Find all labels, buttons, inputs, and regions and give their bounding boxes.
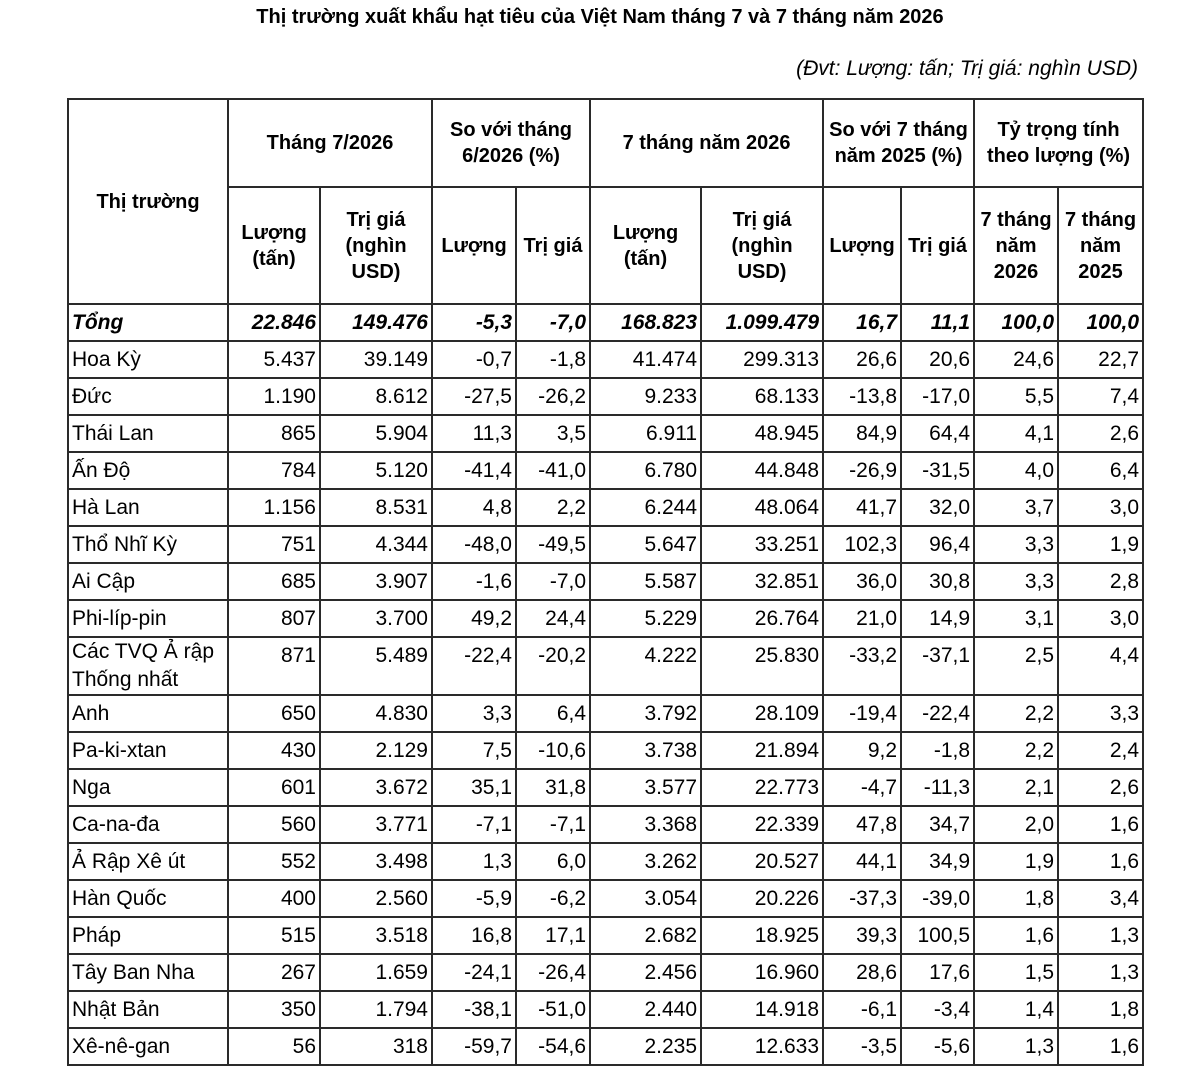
cell-prev-month-value: 3,5 bbox=[516, 415, 590, 452]
cell-prev-year-qty: -6,1 bbox=[823, 991, 901, 1028]
cell-prev-year-qty: -19,4 bbox=[823, 695, 901, 732]
cell-market: Ấn Độ bbox=[68, 452, 228, 489]
cell-market: Nga bbox=[68, 769, 228, 806]
cell-prev-year-value: 20,6 bbox=[901, 341, 974, 378]
cell-share-2025: 2,4 bbox=[1058, 732, 1143, 769]
cell-share-2026: 3,1 bbox=[974, 600, 1058, 637]
cell-ytd-qty: 2.456 bbox=[590, 954, 701, 991]
cell-prev-year-qty: -13,8 bbox=[823, 378, 901, 415]
cell-ytd-qty: 2.440 bbox=[590, 991, 701, 1028]
cell-share-2026: 4,1 bbox=[974, 415, 1058, 452]
cell-ytd-value: 22.339 bbox=[701, 806, 823, 843]
header-vs-prev-year: So với 7 tháng năm 2025 (%) bbox=[823, 99, 974, 187]
table-row bbox=[68, 917, 1143, 954]
table-row bbox=[68, 378, 1143, 415]
cell-prev-year-value: -1,8 bbox=[901, 732, 974, 769]
table-row bbox=[68, 489, 1143, 526]
cell-month-qty: 430 bbox=[228, 732, 320, 769]
cell-ytd-qty: 6.244 bbox=[590, 489, 701, 526]
cell-month-value: 3.700 bbox=[320, 600, 432, 637]
cell-prev-year-value: 17,6 bbox=[901, 954, 974, 991]
cell-prev-year-value: 34,7 bbox=[901, 806, 974, 843]
cell-month-qty: 350 bbox=[228, 991, 320, 1028]
cell-prev-month-value: 6,0 bbox=[516, 843, 590, 880]
cell-share-2026: 3,7 bbox=[974, 489, 1058, 526]
cell-month-value: 3.771 bbox=[320, 806, 432, 843]
cell-prev-year-value: -37,1 bbox=[901, 637, 974, 695]
cell-prev-month-value: 17,1 bbox=[516, 917, 590, 954]
cell-prev-year-value: 14,9 bbox=[901, 600, 974, 637]
cell-market: Ả Rập Xê út bbox=[68, 843, 228, 880]
cell-prev-month-value: -1,8 bbox=[516, 341, 590, 378]
cell-prev-year-qty: 41,7 bbox=[823, 489, 901, 526]
cell-ytd-qty: 41.474 bbox=[590, 341, 701, 378]
total-row bbox=[68, 304, 1143, 341]
cell-prev-year-value: -31,5 bbox=[901, 452, 974, 489]
cell-prev-year-qty: -33,2 bbox=[823, 637, 901, 695]
table-row bbox=[68, 732, 1143, 769]
cell-prev-year-qty: 102,3 bbox=[823, 526, 901, 563]
cell-month-value: 4.344 bbox=[320, 526, 432, 563]
cell-ytd-value: 18.925 bbox=[701, 917, 823, 954]
cell-prev-month-qty: 11,3 bbox=[432, 415, 516, 452]
cell-ytd-value: 25.830 bbox=[701, 637, 823, 695]
cell-prev-year-qty: -3,5 bbox=[823, 1028, 901, 1065]
header-ytd: 7 tháng năm 2026 bbox=[590, 99, 823, 187]
cell-prev-month-value: -26,4 bbox=[516, 954, 590, 991]
table-row bbox=[68, 954, 1143, 991]
cell-share-2026: 24,6 bbox=[974, 341, 1058, 378]
cell-month-value: 5.120 bbox=[320, 452, 432, 489]
cell-month-value: 1.794 bbox=[320, 991, 432, 1028]
cell-month-qty: 601 bbox=[228, 769, 320, 806]
subheader-ytd-qty: Lượng (tấn) bbox=[590, 187, 701, 304]
export-table bbox=[67, 98, 1144, 1066]
cell-ytd-value: 32.851 bbox=[701, 563, 823, 600]
cell-share-2026: 1,9 bbox=[974, 843, 1058, 880]
cell-prev-month-qty: 35,1 bbox=[432, 769, 516, 806]
cell-prev-year-qty: -4,7 bbox=[823, 769, 901, 806]
table-body bbox=[68, 304, 1143, 1065]
cell-month-qty: 751 bbox=[228, 526, 320, 563]
cell-prev-month-value: 24,4 bbox=[516, 600, 590, 637]
cell-share-2025: 22,7 bbox=[1058, 341, 1143, 378]
cell-market: Ca-na-đa bbox=[68, 806, 228, 843]
cell-ytd-qty: 168.823 bbox=[590, 304, 701, 341]
cell-share-2025: 1,8 bbox=[1058, 991, 1143, 1028]
cell-ytd-qty: 2.235 bbox=[590, 1028, 701, 1065]
cell-month-qty: 560 bbox=[228, 806, 320, 843]
cell-prev-month-value: 31,8 bbox=[516, 769, 590, 806]
cell-market: Thái Lan bbox=[68, 415, 228, 452]
table-row bbox=[68, 880, 1143, 917]
cell-ytd-qty: 5.647 bbox=[590, 526, 701, 563]
cell-share-2025: 1,3 bbox=[1058, 917, 1143, 954]
cell-ytd-value: 20.226 bbox=[701, 880, 823, 917]
header-vs-prev-month: So với tháng 6/2026 (%) bbox=[432, 99, 590, 187]
cell-prev-year-value: 96,4 bbox=[901, 526, 974, 563]
cell-ytd-value: 21.894 bbox=[701, 732, 823, 769]
cell-prev-year-qty: 21,0 bbox=[823, 600, 901, 637]
cell-month-value: 3.672 bbox=[320, 769, 432, 806]
cell-prev-month-value: -26,2 bbox=[516, 378, 590, 415]
cell-ytd-qty: 6.911 bbox=[590, 415, 701, 452]
cell-month-qty: 400 bbox=[228, 880, 320, 917]
cell-share-2025: 4,4 bbox=[1058, 637, 1143, 695]
cell-ytd-qty: 3.368 bbox=[590, 806, 701, 843]
cell-prev-month-qty: 4,8 bbox=[432, 489, 516, 526]
cell-prev-year-qty: 44,1 bbox=[823, 843, 901, 880]
cell-prev-month-value: -10,6 bbox=[516, 732, 590, 769]
subheader-prev-month-qty: Lượng bbox=[432, 187, 516, 304]
cell-prev-month-value: -6,2 bbox=[516, 880, 590, 917]
cell-ytd-value: 22.773 bbox=[701, 769, 823, 806]
cell-month-qty: 784 bbox=[228, 452, 320, 489]
cell-share-2025: 3,0 bbox=[1058, 600, 1143, 637]
cell-month-qty: 267 bbox=[228, 954, 320, 991]
cell-share-2026: 3,3 bbox=[974, 526, 1058, 563]
cell-share-2026: 1,5 bbox=[974, 954, 1058, 991]
cell-prev-year-qty: 26,6 bbox=[823, 341, 901, 378]
cell-prev-month-qty: -1,6 bbox=[432, 563, 516, 600]
subheader-prev-year-value: Trị giá bbox=[901, 187, 974, 304]
cell-prev-month-qty: 16,8 bbox=[432, 917, 516, 954]
cell-ytd-value: 26.764 bbox=[701, 600, 823, 637]
cell-month-value: 149.476 bbox=[320, 304, 432, 341]
cell-ytd-qty: 2.682 bbox=[590, 917, 701, 954]
cell-prev-month-qty: -38,1 bbox=[432, 991, 516, 1028]
cell-prev-month-value: -49,5 bbox=[516, 526, 590, 563]
cell-ytd-qty: 3.054 bbox=[590, 880, 701, 917]
cell-prev-year-qty: 36,0 bbox=[823, 563, 901, 600]
cell-prev-year-value: 34,9 bbox=[901, 843, 974, 880]
cell-market: Đức bbox=[68, 378, 228, 415]
subheader-prev-year-qty: Lượng bbox=[823, 187, 901, 304]
cell-prev-year-qty: 28,6 bbox=[823, 954, 901, 991]
cell-share-2025: 100,0 bbox=[1058, 304, 1143, 341]
table-row bbox=[68, 341, 1143, 378]
cell-share-2025: 1,6 bbox=[1058, 806, 1143, 843]
cell-prev-month-value: -7,1 bbox=[516, 806, 590, 843]
table-row bbox=[68, 600, 1143, 637]
cell-share-2025: 7,4 bbox=[1058, 378, 1143, 415]
cell-market: Phi-líp-pin bbox=[68, 600, 228, 637]
cell-ytd-value: 48.945 bbox=[701, 415, 823, 452]
cell-month-value: 3.498 bbox=[320, 843, 432, 880]
cell-ytd-value: 20.527 bbox=[701, 843, 823, 880]
cell-prev-year-value: -5,6 bbox=[901, 1028, 974, 1065]
cell-month-qty: 22.846 bbox=[228, 304, 320, 341]
cell-prev-year-qty: 39,3 bbox=[823, 917, 901, 954]
cell-prev-month-qty: 1,3 bbox=[432, 843, 516, 880]
table-row bbox=[68, 769, 1143, 806]
cell-prev-month-value: -51,0 bbox=[516, 991, 590, 1028]
cell-month-qty: 865 bbox=[228, 415, 320, 452]
cell-ytd-qty: 5.587 bbox=[590, 563, 701, 600]
cell-market: Hoa Kỳ bbox=[68, 341, 228, 378]
cell-ytd-value: 16.960 bbox=[701, 954, 823, 991]
cell-share-2026: 3,3 bbox=[974, 563, 1058, 600]
cell-month-value: 2.129 bbox=[320, 732, 432, 769]
cell-ytd-qty: 3.792 bbox=[590, 695, 701, 732]
cell-market: Các TVQ Ả rập Thống nhất bbox=[68, 637, 228, 695]
cell-prev-year-qty: 16,7 bbox=[823, 304, 901, 341]
cell-share-2025: 2,8 bbox=[1058, 563, 1143, 600]
cell-share-2025: 3,3 bbox=[1058, 695, 1143, 732]
cell-share-2025: 1,3 bbox=[1058, 954, 1143, 991]
cell-share-2025: 6,4 bbox=[1058, 452, 1143, 489]
cell-prev-year-qty: 84,9 bbox=[823, 415, 901, 452]
subheader-month-value: Trị giá (nghìn USD) bbox=[320, 187, 432, 304]
table-row bbox=[68, 452, 1143, 489]
cell-prev-month-value: 6,4 bbox=[516, 695, 590, 732]
cell-prev-month-qty: -24,1 bbox=[432, 954, 516, 991]
cell-month-qty: 552 bbox=[228, 843, 320, 880]
cell-prev-month-value: 2,2 bbox=[516, 489, 590, 526]
cell-share-2026: 2,5 bbox=[974, 637, 1058, 695]
cell-prev-year-value: -17,0 bbox=[901, 378, 974, 415]
cell-ytd-value: 68.133 bbox=[701, 378, 823, 415]
cell-market: Anh bbox=[68, 695, 228, 732]
cell-prev-month-qty: -7,1 bbox=[432, 806, 516, 843]
cell-month-value: 8.612 bbox=[320, 378, 432, 415]
cell-prev-month-qty: -0,7 bbox=[432, 341, 516, 378]
subheader-month-qty: Lượng (tấn) bbox=[228, 187, 320, 304]
cell-ytd-qty: 3.262 bbox=[590, 843, 701, 880]
cell-prev-year-value: -22,4 bbox=[901, 695, 974, 732]
cell-ytd-qty: 9.233 bbox=[590, 378, 701, 415]
cell-prev-year-value: 100,5 bbox=[901, 917, 974, 954]
cell-prev-month-qty: -48,0 bbox=[432, 526, 516, 563]
cell-prev-month-qty: -59,7 bbox=[432, 1028, 516, 1065]
cell-prev-year-qty: -37,3 bbox=[823, 880, 901, 917]
cell-market: Pháp bbox=[68, 917, 228, 954]
cell-prev-month-qty: 49,2 bbox=[432, 600, 516, 637]
cell-prev-year-value: 30,8 bbox=[901, 563, 974, 600]
cell-prev-month-qty: -5,9 bbox=[432, 880, 516, 917]
cell-ytd-qty: 3.577 bbox=[590, 769, 701, 806]
table-row bbox=[68, 991, 1143, 1028]
cell-month-value: 39.149 bbox=[320, 341, 432, 378]
cell-month-qty: 650 bbox=[228, 695, 320, 732]
cell-month-value: 4.830 bbox=[320, 695, 432, 732]
cell-month-qty: 5.437 bbox=[228, 341, 320, 378]
cell-share-2026: 5,5 bbox=[974, 378, 1058, 415]
cell-ytd-value: 48.064 bbox=[701, 489, 823, 526]
cell-month-qty: 1.190 bbox=[228, 378, 320, 415]
cell-month-value: 1.659 bbox=[320, 954, 432, 991]
cell-market: Tổng bbox=[68, 304, 228, 341]
table-row bbox=[68, 563, 1143, 600]
cell-share-2026: 2,2 bbox=[974, 732, 1058, 769]
table-row bbox=[68, 415, 1143, 452]
cell-month-value: 3.518 bbox=[320, 917, 432, 954]
cell-market: Thổ Nhĩ Kỳ bbox=[68, 526, 228, 563]
cell-share-2026: 1,8 bbox=[974, 880, 1058, 917]
table-title: Thị trường xuất khẩu hạt tiêu của Việt Nam tháng 7 và 7 tháng năm 2026 bbox=[256, 6, 944, 28]
cell-share-2026: 4,0 bbox=[974, 452, 1058, 489]
cell-share-2025: 3,0 bbox=[1058, 489, 1143, 526]
cell-prev-month-value: -7,0 bbox=[516, 563, 590, 600]
table-row bbox=[68, 695, 1143, 732]
cell-share-2026: 2,0 bbox=[974, 806, 1058, 843]
cell-share-2025: 3,4 bbox=[1058, 880, 1143, 917]
cell-prev-year-value: 64,4 bbox=[901, 415, 974, 452]
cell-prev-month-qty: -41,4 bbox=[432, 452, 516, 489]
cell-month-qty: 56 bbox=[228, 1028, 320, 1065]
cell-ytd-value: 12.633 bbox=[701, 1028, 823, 1065]
header-share: Tỷ trọng tính theo lượng (%) bbox=[974, 99, 1143, 187]
cell-prev-year-value: 32,0 bbox=[901, 489, 974, 526]
cell-month-value: 2.560 bbox=[320, 880, 432, 917]
cell-month-value: 318 bbox=[320, 1028, 432, 1065]
cell-prev-month-value: -54,6 bbox=[516, 1028, 590, 1065]
cell-ytd-qty: 3.738 bbox=[590, 732, 701, 769]
cell-share-2025: 2,6 bbox=[1058, 415, 1143, 452]
cell-share-2026: 2,1 bbox=[974, 769, 1058, 806]
table-row bbox=[68, 843, 1143, 880]
cell-market: Hàn Quốc bbox=[68, 880, 228, 917]
cell-month-qty: 685 bbox=[228, 563, 320, 600]
cell-prev-year-qty: 9,2 bbox=[823, 732, 901, 769]
cell-share-2026: 100,0 bbox=[974, 304, 1058, 341]
cell-prev-year-value: -11,3 bbox=[901, 769, 974, 806]
cell-month-qty: 515 bbox=[228, 917, 320, 954]
cell-share-2026: 2,2 bbox=[974, 695, 1058, 732]
cell-prev-month-qty: -27,5 bbox=[432, 378, 516, 415]
cell-market: Pa-ki-xtan bbox=[68, 732, 228, 769]
cell-month-value: 5.904 bbox=[320, 415, 432, 452]
cell-share-2026: 1,3 bbox=[974, 1028, 1058, 1065]
table-row bbox=[68, 806, 1143, 843]
cell-prev-month-value: -7,0 bbox=[516, 304, 590, 341]
cell-market: Xê-nê-gan bbox=[68, 1028, 228, 1065]
cell-month-value: 3.907 bbox=[320, 563, 432, 600]
cell-prev-month-qty: 7,5 bbox=[432, 732, 516, 769]
cell-market: Tây Ban Nha bbox=[68, 954, 228, 991]
cell-ytd-value: 44.848 bbox=[701, 452, 823, 489]
cell-prev-month-qty: -5,3 bbox=[432, 304, 516, 341]
table-row bbox=[68, 526, 1143, 563]
cell-prev-year-value: 11,1 bbox=[901, 304, 974, 341]
header-month: Tháng 7/2026 bbox=[228, 99, 432, 187]
cell-share-2025: 2,6 bbox=[1058, 769, 1143, 806]
cell-share-2025: 1,9 bbox=[1058, 526, 1143, 563]
cell-ytd-value: 14.918 bbox=[701, 991, 823, 1028]
cell-prev-year-qty: -26,9 bbox=[823, 452, 901, 489]
cell-share-2025: 1,6 bbox=[1058, 843, 1143, 880]
cell-ytd-value: 33.251 bbox=[701, 526, 823, 563]
cell-share-2025: 1,6 bbox=[1058, 1028, 1143, 1065]
cell-ytd-qty: 5.229 bbox=[590, 600, 701, 637]
subheader-ytd-value: Trị giá (nghìn USD) bbox=[701, 187, 823, 304]
cell-share-2026: 1,6 bbox=[974, 917, 1058, 954]
cell-ytd-value: 1.099.479 bbox=[701, 304, 823, 341]
cell-ytd-qty: 6.780 bbox=[590, 452, 701, 489]
cell-month-value: 5.489 bbox=[320, 637, 432, 695]
cell-month-qty: 871 bbox=[228, 637, 320, 695]
header-market: Thị trường bbox=[68, 99, 228, 304]
subheader-prev-month-value: Trị giá bbox=[516, 187, 590, 304]
cell-prev-month-qty: 3,3 bbox=[432, 695, 516, 732]
cell-share-2026: 1,4 bbox=[974, 991, 1058, 1028]
cell-month-qty: 1.156 bbox=[228, 489, 320, 526]
cell-month-qty: 807 bbox=[228, 600, 320, 637]
cell-prev-year-value: -3,4 bbox=[901, 991, 974, 1028]
cell-market: Hà Lan bbox=[68, 489, 228, 526]
cell-prev-year-value: -39,0 bbox=[901, 880, 974, 917]
cell-market: Ai Cập bbox=[68, 563, 228, 600]
cell-ytd-value: 299.313 bbox=[701, 341, 823, 378]
subheader-share-2025: 7 tháng năm 2025 bbox=[1058, 187, 1143, 304]
cell-prev-month-value: -41,0 bbox=[516, 452, 590, 489]
subheader-share-2026: 7 tháng năm 2026 bbox=[974, 187, 1058, 304]
cell-market: Nhật Bản bbox=[68, 991, 228, 1028]
cell-month-value: 8.531 bbox=[320, 489, 432, 526]
table-row bbox=[68, 637, 1143, 695]
table-row bbox=[68, 1028, 1143, 1065]
cell-prev-month-value: -20,2 bbox=[516, 637, 590, 695]
unit-note: (Đvt: Lượng: tấn; Trị giá: nghìn USD) bbox=[796, 57, 1138, 80]
cell-ytd-value: 28.109 bbox=[701, 695, 823, 732]
cell-prev-year-qty: 47,8 bbox=[823, 806, 901, 843]
cell-ytd-qty: 4.222 bbox=[590, 637, 701, 695]
cell-prev-month-qty: -22,4 bbox=[432, 637, 516, 695]
